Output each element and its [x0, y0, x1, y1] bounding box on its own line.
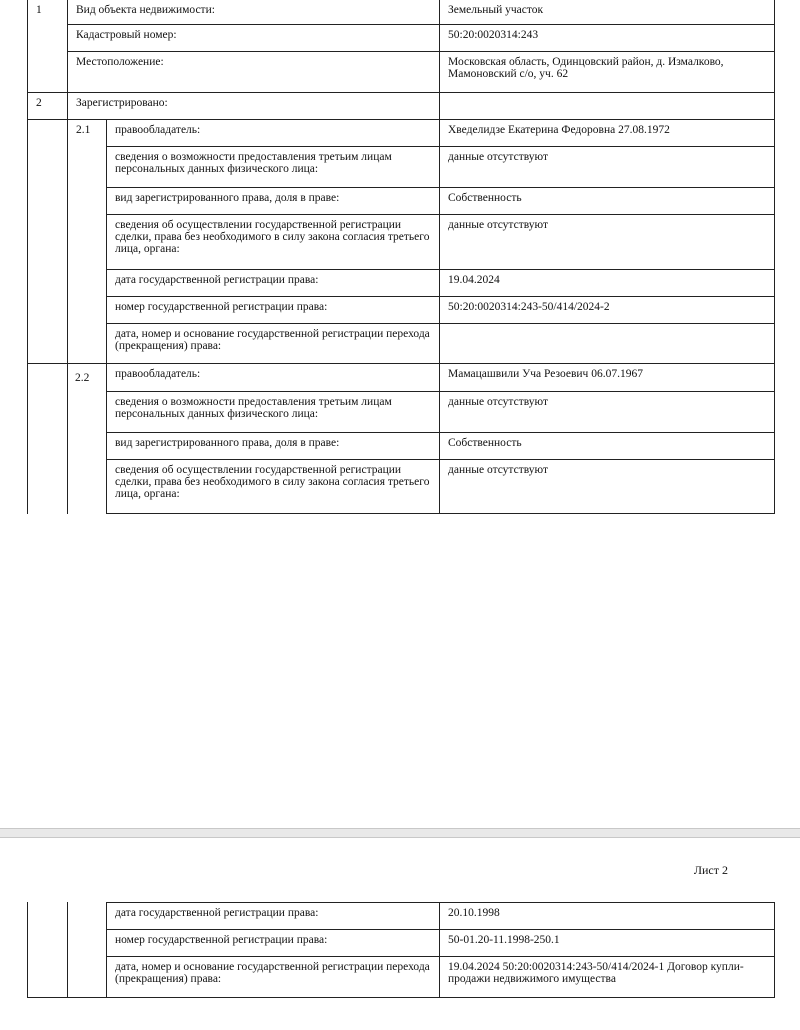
holder-2-2-number: 2.2 — [75, 372, 90, 384]
holder-1-value-5: 50:20:0020314:243-50/414/2024-2 — [439, 296, 775, 324]
cadastral-number-value: 50:20:0020314:243 — [439, 24, 775, 52]
registered-value — [439, 92, 775, 120]
holder-1-value-2: Собственность — [439, 187, 775, 215]
holder-2-value-2: Собственность — [439, 432, 775, 460]
location-label: Местоположение: — [67, 51, 440, 93]
holder-2-value-3: данные отсутствуют — [439, 459, 775, 514]
section-1-number — [27, 0, 68, 93]
separator-line — [27, 363, 68, 364]
left-border-line — [27, 119, 28, 364]
holder-2-label-5: номер государственной регистрации права: — [106, 929, 440, 957]
holder-2-label-6: дата, номер и основание государственной регистрации перехода (прекращения) права: — [106, 956, 440, 998]
holder-2-value-1: данные отсутствуют — [439, 391, 775, 433]
page-break — [0, 828, 800, 838]
holder-2-label-2: вид зарегистрированного права, доля в праве: — [106, 432, 440, 460]
holder-2-1-number: 2.1 — [67, 119, 107, 364]
holder-1-value-0: Хведелидзе Екатерина Федоровна 27.08.1972 — [439, 119, 775, 147]
column-line — [67, 363, 68, 514]
holder-2-value-0: Мамацашвили Уча Резоевич 06.07.1967 — [439, 363, 775, 392]
holder-1-value-3: данные отсутствуют — [439, 214, 775, 270]
holder-2-label-0: правообладатель: — [106, 363, 440, 392]
left-border-line — [27, 902, 28, 998]
column-line — [67, 902, 68, 998]
left-border-line — [27, 363, 28, 514]
holder-1-label-2: вид зарегистрированного права, доля в праве: — [106, 187, 440, 215]
page-number: Лист 2 — [693, 863, 728, 877]
holder-1-value-1: данные отсутствуют — [439, 146, 775, 188]
registered-label: Зарегистрировано: — [67, 92, 440, 120]
section-2-number: 2 — [27, 92, 68, 120]
holder-2-value-4: 20.10.1998 — [439, 902, 775, 930]
holder-2-label-4: дата государственной регистрации права: — [106, 902, 440, 930]
section-number: 1 — [36, 4, 42, 16]
holder-1-label-6: дата, номер и основание государственной регистрации перехода (прекращения) права: — [106, 323, 440, 364]
holder-1-label-0: правообладатель: — [106, 119, 440, 147]
holder-1-label-4: дата государственной регистрации права: — [106, 269, 440, 297]
page-2 — [0, 838, 800, 1030]
cadastral-number-label: Кадастровый номер: — [67, 24, 440, 52]
location-value: Московская область, Одинцовский район, д. Измалково, Мамоновский с/о, уч. 62 — [439, 51, 775, 93]
object-type-value: Земельный участок — [439, 0, 775, 25]
object-type-label: Вид объекта недвижимости: — [67, 0, 440, 25]
holder-2-value-5: 50-01.20-11.1998-250.1 — [439, 929, 775, 957]
holder-1-label-3: сведения об осуществлении государственной регистрации сделки, права без необходимого в силу закона согласия третьего лица, органа: — [106, 214, 440, 270]
holder-1-label-5: номер государственной регистрации права: — [106, 296, 440, 324]
holder-2-label-1: сведения о возможности предоставления третьим лицам персональных данных физического лица: — [106, 391, 440, 433]
holder-1-value-6 — [439, 323, 775, 364]
bottom-line — [27, 997, 107, 998]
holder-1-value-4: 19.04.2024 — [439, 269, 775, 297]
holder-2-value-6: 19.04.2024 50:20:0020314:243-50/414/2024-1 Договор купли-продажи недвижимого имущества — [439, 956, 775, 998]
holder-1-label-1: сведения о возможности предоставления третьим лицам персональных данных физического лица: — [106, 146, 440, 188]
holder-2-label-3: сведения об осуществлении государственной регистрации сделки, права без необходимого в силу закона согласия третьего лица, органа: — [106, 459, 440, 514]
